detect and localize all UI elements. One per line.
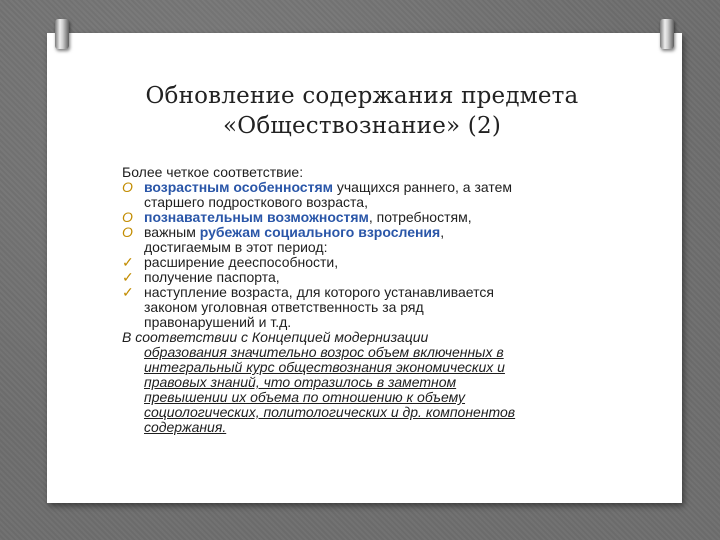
pin-icon	[55, 19, 69, 49]
check-continuation: правонарушений и т.д.	[144, 314, 292, 330]
check-item	[122, 255, 642, 270]
slide-title	[102, 81, 622, 141]
list-item	[122, 225, 642, 255]
pin-icon	[660, 19, 674, 49]
check-text: наступление возраста, для которого устанавливается	[144, 284, 494, 300]
check-item	[122, 270, 642, 285]
bullet-o-icon: O	[122, 224, 133, 240]
check-item	[122, 285, 642, 330]
bullet-o-icon: O	[122, 209, 133, 225]
checkmark-icon: ✓	[122, 254, 134, 270]
item-prefix: важным	[144, 224, 200, 240]
list-item	[122, 180, 642, 210]
concept-line: превышении их объема по отношению к объему	[144, 389, 466, 405]
concept-line: образования значительно возрос объем включенных в	[144, 344, 504, 360]
item-continuation: достигаемым в этот период:	[144, 239, 328, 255]
concept-line: содержания.	[144, 419, 227, 435]
title-line-2: «Обществознание» (2)	[223, 113, 501, 139]
check-text: расширение дееспособности,	[144, 254, 339, 270]
title-line-1: Обновление содержания предмета	[145, 83, 579, 109]
concept-line: интегральный курс обществознания экономических и	[144, 359, 505, 375]
concept-lead: В соответствии с Концепцией модернизации	[122, 329, 429, 345]
concept-line: правовых знаний, что отразилось в заметном	[144, 374, 457, 390]
item-text: , потребностям,	[368, 209, 472, 225]
highlight-text: рубежам социального взросления	[199, 224, 441, 240]
item-text: ,	[440, 224, 445, 240]
concept-paragraph	[122, 330, 642, 435]
check-text: получение паспорта,	[144, 269, 280, 285]
slide-content	[122, 165, 642, 435]
slide-card	[47, 33, 682, 503]
highlight-text: познавательным возможностям	[144, 209, 369, 225]
intro-text: Более четкое соответствие:	[122, 164, 304, 180]
check-continuation: законом уголовная ответственность за ряд	[144, 299, 424, 315]
item-continuation: старшего подросткового возраста,	[144, 194, 368, 210]
bullet-o-icon: O	[122, 179, 133, 195]
list-item	[122, 210, 642, 225]
checkmark-icon: ✓	[122, 284, 134, 300]
highlight-text: возрастным особенностям	[144, 179, 333, 195]
item-text: учащихся раннего, а затем	[332, 179, 513, 195]
concept-line: социологических, политологических и др. компонентов	[144, 404, 516, 420]
checkmark-icon: ✓	[122, 269, 134, 285]
